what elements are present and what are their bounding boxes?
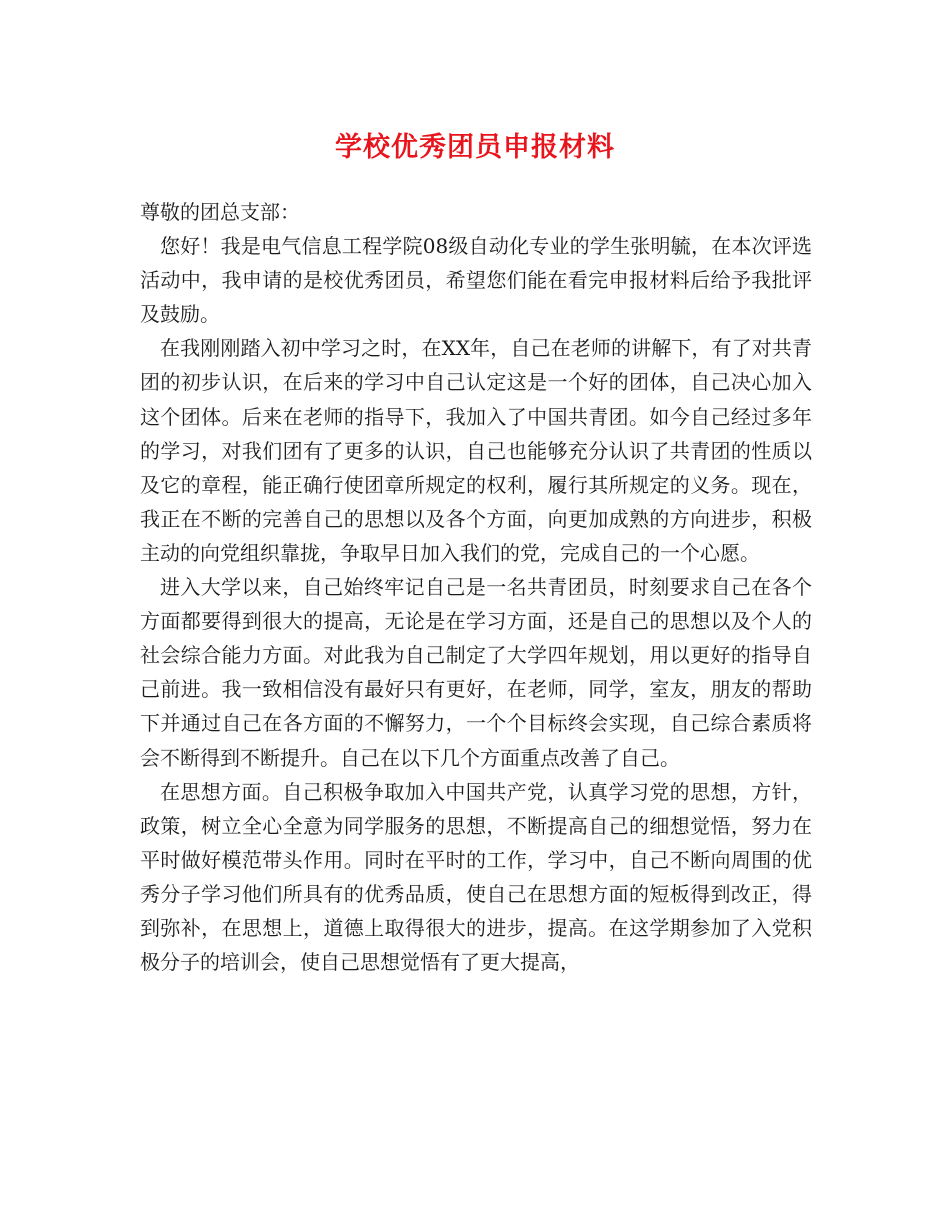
salutation: 尊敬的团总支部： [140, 200, 300, 224]
paragraph-joining-league: 在我刚刚踏入初中学习之时，在XX年，自己在老师的讲解下，有了对共青团的初步认识，在后来的学习中自己认定这是一个好的团体，自己决心加入这个团体。后来在老师的指导下，我加入了中国共青团。如今自己经过多年的学习，对我们团有了更多的认识，自己也能够充分认识了共青团的性质以及它的章程，能正确行使团章所规定的权利，履行其所规定的义务。现在，我正在不断的完善自己的思想以及各个方面，向更加成熟的方向进步，积极主动的向党组织靠拢，争取早日加入我们的党，完成自己的一个心愿。 [140, 336, 812, 565]
document-title: 学校优秀团员申报材料 [335, 132, 615, 163]
paragraph-university: 进入大学以来，自己始终牢记自己是一名共青团员，时刻要求自己在各个方面都要得到很大的提高，无论是在学习方面，还是自己的思想以及个人的社会综合能力方面。对此我为自己制定了大学四年规划，用以更好的指导自己前进。我一致相信没有最好只有更好，在老师，同学，室友，朋友的帮助下并通过自己在各方面的不懈努力，一个个目标终会实现，自己综合素质将会不断得到不断提升。自己在以下几个方面重点改善了自己。 [140, 575, 812, 770]
paragraph-ideology: 在思想方面。自己积极争取加入中国共产党，认真学习党的思想，方针，政策，树立全心全意为同学服务的思想，不断提高自己的细想觉悟，努力在平时做好模范带头作用。同时在平时的工作，学习中，自己不断向周围的优秀分子学习他们所具有的优秀品质，使自己在思想方面的短板得到改正，得到弥补，在思想上，道德上取得很大的进步，提高。在这学期参加了入党积极分子的培训会，使自己思想觉悟有了更大提高， [140, 779, 812, 975]
document-body [140, 195, 812, 979]
paragraph-greeting: 您好！我是电气信息工程学院08级自动化专业的学生张明毓，在本次评选活动中，我申请的是校优秀团员，希望您们能在看完申报材料后给予我批评及鼓励。 [140, 234, 812, 327]
